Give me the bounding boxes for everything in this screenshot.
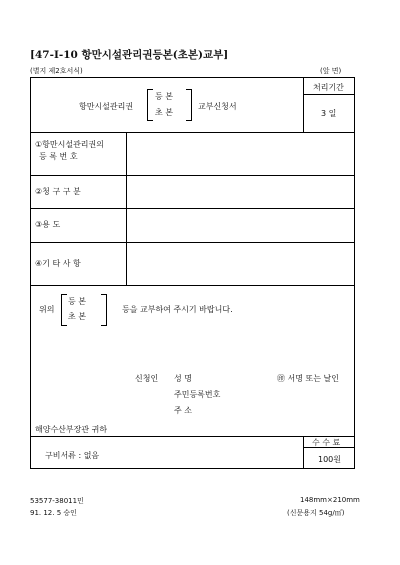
form-title: [47-I-10 항만시설관리권등본(초본)교부] [30,49,229,61]
body-bracket-bottom: 초 본 [68,312,86,321]
title-bracket-bottom: 초 본 [155,108,173,117]
processing-period-value: 3 일 [321,109,337,118]
form-number: (별지 제2호서식) [30,67,83,75]
paper-size: 148mm×210mm [300,496,360,504]
registration-number-field[interactable] [127,133,353,174]
purpose-label: ③용 도 [35,220,61,229]
required-documents: 구비서류 : 없음 [45,451,100,460]
registration-number-label-line2: 등 록 번 호 [39,152,78,161]
applicant-name-label: 성 명 [174,374,192,383]
request-intro: 위의 [39,305,55,314]
claim-type-field[interactable] [127,176,353,207]
purpose-field[interactable] [127,209,353,241]
approval-date: 91. 12. 5 승인 [30,509,77,517]
body-bracket-top: 등 본 [68,297,86,306]
other-matters-label: ④기 타 사 항 [35,259,81,268]
form-code: 53577-38011민 [30,497,84,505]
other-matters-field[interactable] [127,243,353,284]
resident-number-label: 주민등록번호 [174,390,221,399]
title-suffix: 교부신청서 [198,102,237,111]
claim-type-label: ②청 구 구 분 [35,187,81,196]
signature-seal-label: ㊞ 서명 또는 날인 [277,374,339,383]
request-text: 등을 교부하여 주시기 바랍니다. [122,305,233,314]
fee-label: 수 수 료 [312,438,341,447]
title-prefix: 항만시설관리권 [79,102,134,111]
address-label: 주 소 [174,406,192,415]
title-bracket-top: 등 본 [155,92,173,101]
recipient-line: 해양수산부장관 귀하 [35,425,108,434]
fee-value: 100원 [318,455,341,464]
application-form [30,77,355,469]
registration-number-label-line1: ①항만시설관리권의 [35,140,104,149]
page-side: (앞 면) [320,67,342,75]
processing-period-label: 처리기간 [313,83,344,92]
applicant-label: 신청인 [135,374,159,383]
paper-spec: (신문용지 54g/㎡) [287,509,345,517]
